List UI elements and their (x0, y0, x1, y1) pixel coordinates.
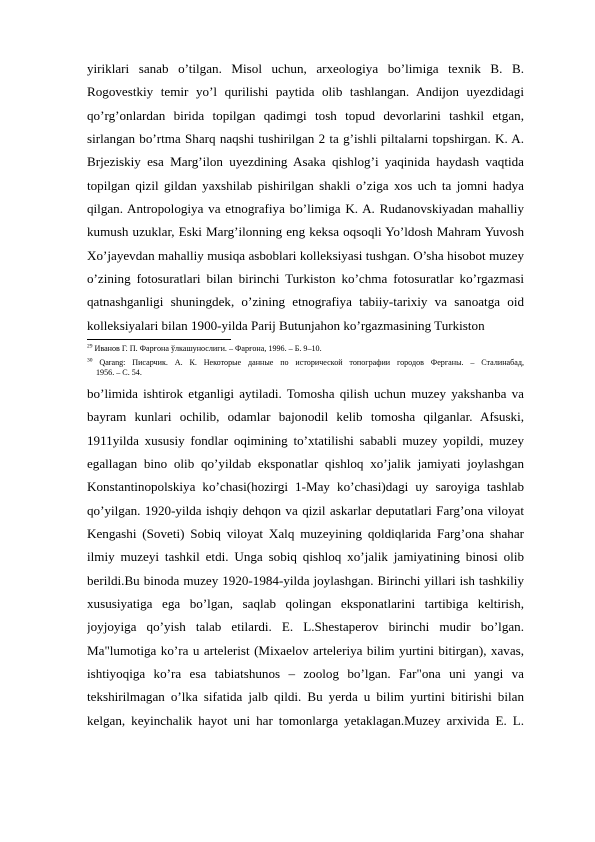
text-line: kumush uzuklar, Eski Marg’ilonning eng keksa oqsoqli Yo’ldosh Mahram Yuvosh (87, 224, 524, 240)
footnote-30 (87, 358, 524, 379)
text-line: Konstantinopolskiya ko’chasi(hozirgi 1-May ko’chasi)dagi uy saroyiga tashlab (87, 479, 524, 495)
text-line: kelgan, keyinchalik hayot uni har tomonlarga yetaklagan.Muzey arxivida E. L. (87, 712, 524, 728)
text-line: yiriklari sanab o’tilgan. Misol uchun, arxeologiya bo’limiga texnik B. B. (87, 61, 524, 76)
text-line: Ma"lumotiga ko’ra u artelerist (Mixaelov arteleriya bilim yurtini bitirgan), xavas, (87, 642, 524, 658)
text-line: 1911yilda xususiy fondlar oqimining to’xtatilishi sababli muzey yopildi, muzey (87, 432, 524, 448)
text-line: Rogovestkiy temir yo’l qurilishi paytida olib tashlangan. Andijon uyezdidagi (87, 84, 524, 100)
footnote-text: Иванов Г. П. Фарғона ўлкашунослиги. – Фарғона, 1996. – Б. 9–10. (94, 344, 322, 354)
footnote-number: 30 (87, 357, 93, 364)
text-line: ilmiy muzeyi tashkil etdi. Unga sobiq qishloq xo’jalik jamiyatining binosi olib (87, 549, 524, 565)
footnote-29 (87, 344, 524, 355)
text-line: berildi.Bu binoda muzey 1920-1984-yilda joylashgan. Birinchi yillari ish tashkiliy (87, 572, 524, 588)
text-line: bo’limida ishtirok etganligi aytiladi. Tomosha qilish uchun muzey yakshanba va (87, 385, 524, 401)
text-line: Xo’jayevdan mahalliy musiqa asboblari kolleksiyasi tushgan. O’sha hisobot muzey (87, 247, 524, 263)
body-paragraph-1 (87, 57, 524, 337)
text-line: ishtiyoqiga ko’ra esa tabiatshunos – zoolog bo’lgan. Far"ona uni yangi va (87, 666, 524, 682)
footnote-line (87, 344, 524, 355)
text-line: Brjeziskiy esa Marg’ilon uyezdining Asaka qishlog’i yaqinida haydash vaqtida (87, 154, 524, 170)
footnote-text: Qarang: Писарчик. А. К. Некоторые данные по исторической топографии городов Ферганы. – Сталинабад, (99, 357, 524, 367)
footnote-line (87, 358, 524, 369)
text-line: xususiyatiga ega bo’lgan, saqlab qolingan eksponatlarini tartibiga keltirish, (87, 596, 524, 611)
footnote-line: 1956. – С. 54. (96, 368, 142, 378)
text-line: bayram kunlari ochilib, odamlar bajonodil kelib tomosha qilganlar. Afsuski, (87, 409, 524, 425)
text-line: o’zining fotosuratlari bilan birinchi Turkiston ko’chma fotosuratlar ko’rgazmasi (87, 271, 524, 287)
document-page (87, 57, 524, 732)
text-line: egallagan bino olib qo’yildab eksponatlar qishloq xo’jalik jamiyati joylashgan (87, 455, 524, 471)
text-line: sirlangan bo’rtma Sharq naqshi tushirilgan 2 ta g’ishli piltalarni topshirgan. K. A. (87, 131, 524, 147)
text-line: qilgan. Antropologiya va etnografiya bo’limiga K. A. Rudanovskiyadan mahalliy (87, 201, 524, 217)
text-line: Kengashi (Soveti) Sobiq viloyat Xalq muzeyining qoldiqlarida Farg’ona shahar (87, 525, 524, 541)
text-line: joyjoyiga qo’yish talab etilardi. E. L.Shestaperov birinchi mudir bo’lgan. (87, 619, 524, 635)
footnote-number: 29 (87, 344, 93, 350)
text-line: qo’yilgan. 1920-yilda ishqiy dehqon va qizil askarlar deputatlari Farg’ona viloyat (87, 502, 524, 518)
footnote-separator (87, 339, 231, 340)
text-line: qo’rg’onlardan birida topilgan qadimgi tosh topud devorlarini tashkil etgan, (87, 107, 524, 123)
text-line: topilgan qizil gildan yaxshilab pishirilgan shakli o’ziga xos uch ta jomni hadya (87, 177, 524, 193)
text-line: tekshirilmagan o’lka sifatida jalb qildi. Bu yerda u bilim yurtini bitirishi bilan (87, 689, 524, 705)
body-paragraph-2 (87, 382, 524, 732)
text-line: qatnashganligi shuningdek, o’zining etnografiya tabiiy-tarixiy va sanoatga oid (87, 294, 524, 310)
text-line: kolleksiyalari bilan 1900-yilda Parij Butunjahon ko’rgazmasining Turkiston (87, 317, 485, 333)
